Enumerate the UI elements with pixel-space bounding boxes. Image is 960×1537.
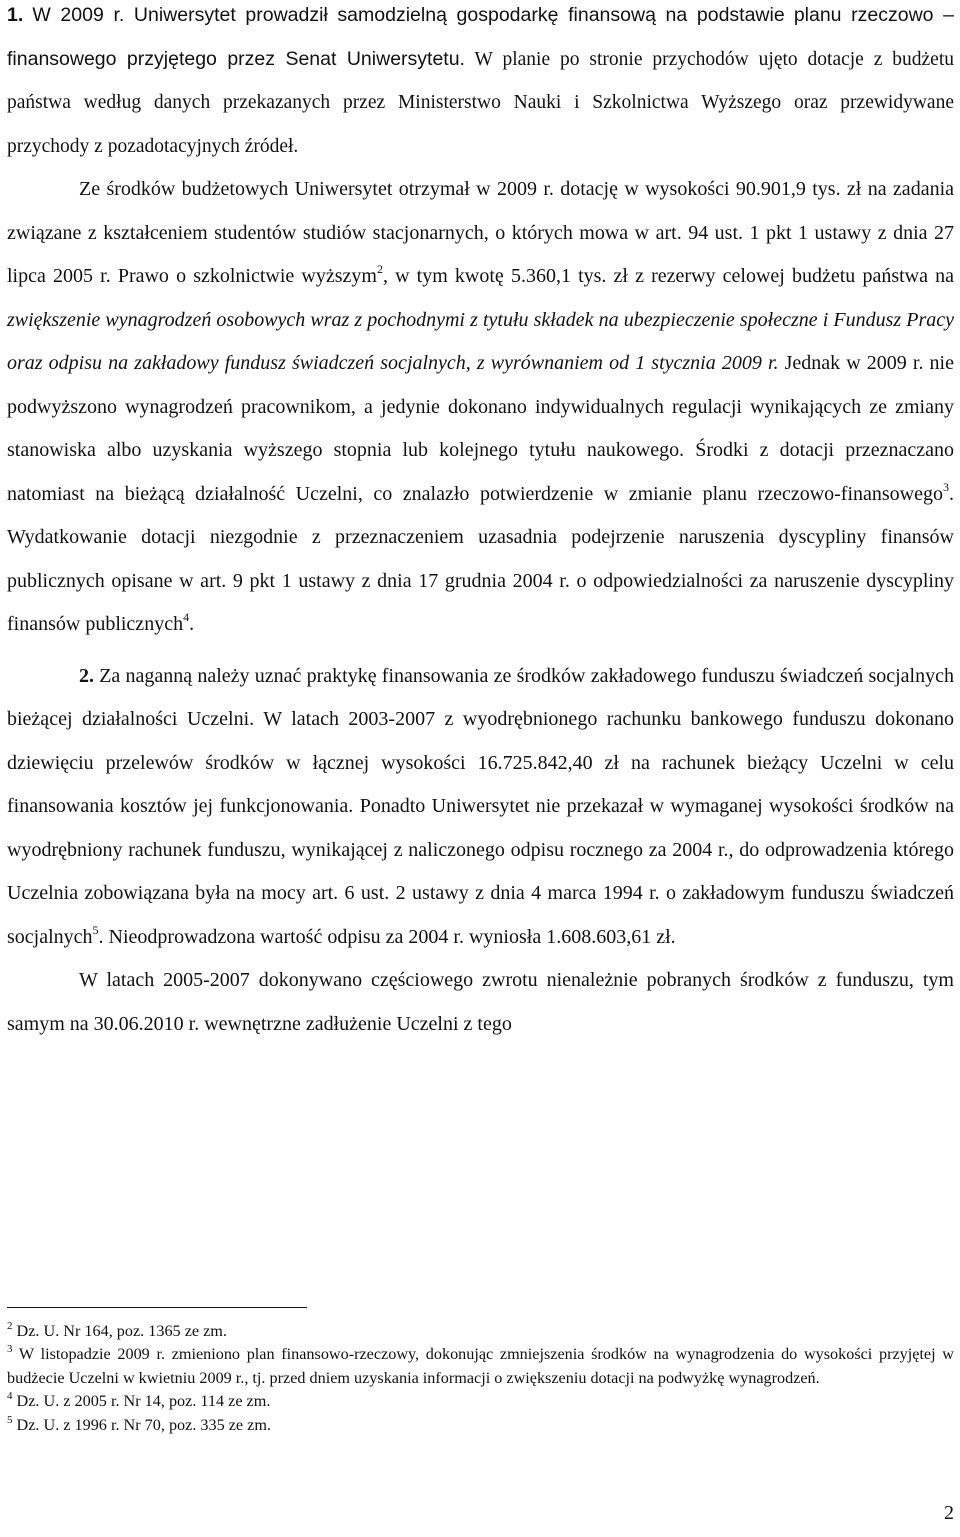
footnote-text: Dz. U. Nr 164, poz. 1365 ze zm. xyxy=(12,1322,227,1340)
footnote-ref-5[interactable]: 5 xyxy=(92,922,99,937)
item-number-2: 2. xyxy=(79,664,94,687)
footnote-4 xyxy=(7,1390,954,1413)
paragraph-2-italic: zwiększenie wynagrodzeń osobowych wraz z pochodnymi z tytułu składek na ubezpieczenie społeczne i Fundusz Pracy oraz odpisu na zakładowy fundusz świadczeń socjalnych, z wyrównaniem od 1 stycznia 2009 r. xyxy=(7,308,954,374)
item-number-1: 1. xyxy=(7,4,24,26)
footnote-ref-2[interactable]: 2 xyxy=(376,262,383,276)
footnote-text: W listopadzie 2009 r. zmieniono plan finansowo-rzeczowy, dokonując zmniejszenia środków na wynagrodzenia do wysokości przyjętej w budżecie Uczelni w kwietniu 2009 r., tj. przed dniem uzyskania informacji o zwiększeniu dotacji na podwyżkę wynagrodzeń. xyxy=(7,1345,954,1387)
page-number: 2 xyxy=(944,1502,954,1524)
paragraph-2 xyxy=(7,168,954,647)
paragraph-2-text-e: . xyxy=(189,613,195,635)
footnote-2 xyxy=(7,1320,954,1343)
footnote-separator xyxy=(7,1307,307,1308)
paragraph-2-text-d: . Wydatkowanie dotacji niezgodnie z przeznaczeniem uzasadnia podejrzenie naruszenia dyscypliny finansów publicznych opisane w art. 9 pkt 1 ustawy z dnia 17 grudnia 2004 r. o odpowiedzialności za naruszenie dyscypliny finansów publicznych xyxy=(7,482,954,635)
document-body xyxy=(7,0,954,1046)
footnote-text: Dz. U. z 2005 r. Nr 14, poz. 114 ze zm. xyxy=(12,1392,271,1411)
paragraph-2-text-a: Ze środków budżetowych Uniwersytet otrzymał w 2009 r. dotację w wysokości 90.901,9 tys. zł na zadania związane z kształceniem studentów studiów stacjonarnych, o których mowa w art. 94 ust. 1 pkt 1 ustawy z dnia 27 lipca 2005 r. Prawo o szkolnictwie wyższym xyxy=(7,178,954,287)
footnotes xyxy=(7,1320,954,1437)
paragraph-1-line2: planu rzeczowo – finansowego przyjętego przez Senat Uniwersytetu. xyxy=(7,4,955,70)
footnote-number: 5 xyxy=(7,1413,13,1426)
paragraph-4 xyxy=(7,959,954,1046)
paragraph-1-rest: W planie po stronie przychodów ujęto dotacje z budżetu państwa według danych przekazanych przez Ministerstwo Nauki i Szkolnictwa Wyższego oraz przewidywane przychody z pozadotacyjnych źródeł. xyxy=(7,48,954,157)
paragraph-2-text-b: , w tym kwotę 5.360,1 tys. zł z rezerwy celowej budżetu państwa na xyxy=(382,265,954,287)
footnote-ref-3[interactable]: 3 xyxy=(943,479,949,494)
footnote-number: 3 xyxy=(7,1343,13,1356)
paragraph-3 xyxy=(7,655,954,960)
footnote-text: Dz. U. z 1996 r. Nr 70, poz. 335 ze zm. xyxy=(12,1415,271,1434)
footnote-number: 2 xyxy=(7,1320,13,1332)
paragraph-3-text-b: . Nieodprowadzona wartość odpisu za 2004 r. wyniosła 1.608.603,61 zł. xyxy=(98,925,676,948)
footnote-number: 4 xyxy=(7,1390,13,1403)
paragraph-1 xyxy=(7,0,954,168)
footnote-3 xyxy=(7,1343,954,1390)
footnote-5 xyxy=(7,1414,954,1437)
paragraph-1-line1: W 2009 r. Uniwersytet prowadził samodzielną gospodarkę finansową na podstawie xyxy=(32,4,785,26)
paragraph-4-text: W latach 2005-2007 dokonywano częściowego zwrotu nienależnie pobranych środków z funduszu, tym samym na 30.06.2010 r. wewnętrzne zadłużenie Uczelni z tego xyxy=(7,969,954,1035)
footnote-ref-4[interactable]: 4 xyxy=(183,610,190,624)
paragraph-2-text-c: Jednak w 2009 r. nie podwyższono wynagrodzeń pracownikom, a jedynie dokonano indywidualnych regulacji wynikających ze zmiany stanowiska albo uzyskania wyższego stopnia lub kolejnego tytułu naukowego. Środki z dotacji przeznaczano natomiast na bieżącą działalność Uczelni, co znalazło potwierdzenie w zmianie planu rzeczowo-finansowego xyxy=(7,352,954,505)
paragraph-3-text-a: Za naganną należy uznać praktykę finansowania ze środków zakładowego funduszu świadczeń socjalnych bieżącej działalności Uczelni. W latach 2003-2007 z wyodrębnionego rachunku bankowego funduszu dokonano dziewięciu przelewów środków w łącznej wysokości 16.725.842,40 zł na rachunek bieżący Uczelni w celu finansowania kosztów jej funkcjonowania. Ponadto Uniwersytet nie przekazał w wymaganej wysokości środków na wyodrębniony rachunek funduszu, wynikającej z naliczonego odpisu rocznego za 2004 r., do odprowadzenia którego Uczelnia zobowiązana była na mocy art. 6 ust. 2 ustawy z dnia 4 marca 1994 r. o zakładowym funduszu świadczeń socjalnych xyxy=(7,664,954,948)
